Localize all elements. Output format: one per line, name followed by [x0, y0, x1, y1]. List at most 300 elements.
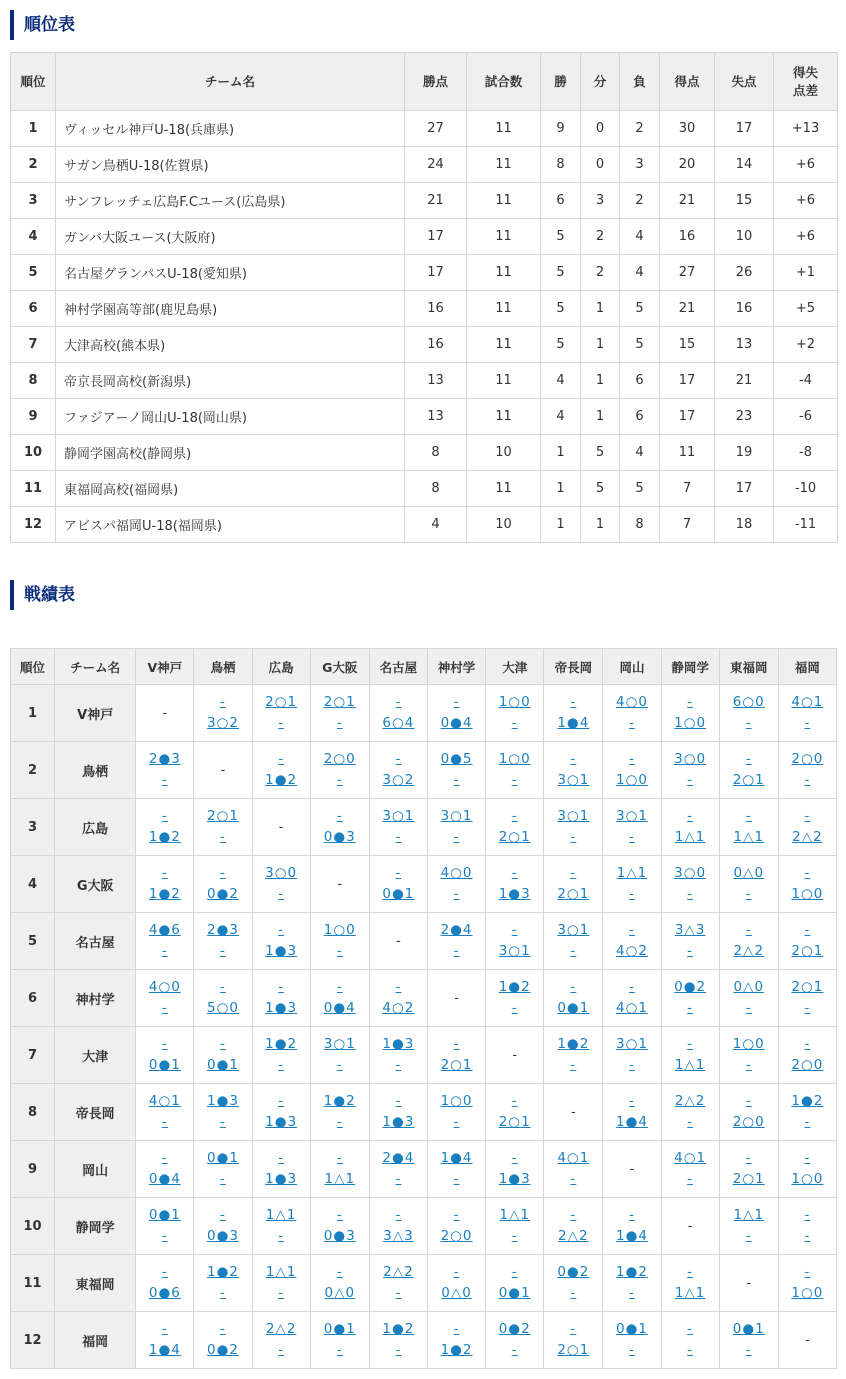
match-result-link[interactable]	[207, 1205, 239, 1247]
standings-gd-cell: -10	[774, 471, 838, 507]
match-result-link[interactable]	[733, 863, 764, 905]
second-leg-score: -	[395, 829, 402, 845]
second-leg-score: 1△1	[324, 1171, 356, 1187]
results-match-cell	[136, 1312, 194, 1369]
results-match-cell	[194, 1198, 252, 1255]
second-leg-score: -	[220, 829, 226, 845]
standings-team-cell: ファジアーノ岡山U-18(岡山県)	[56, 399, 405, 435]
standings-rank-cell: 7	[11, 327, 56, 363]
match-result-link[interactable]	[441, 806, 473, 848]
match-result-link[interactable]	[149, 1034, 181, 1076]
match-result-link[interactable]	[499, 749, 531, 791]
results-header-cell: 静岡学	[661, 649, 719, 685]
results-match-cell	[369, 1312, 427, 1369]
second-leg-score: 2○0	[440, 1228, 473, 1244]
match-result-link[interactable]	[557, 863, 589, 905]
match-result-link[interactable]	[149, 920, 181, 962]
second-leg-score: -	[511, 715, 518, 731]
results-match-cell	[369, 685, 427, 742]
first-leg-score: -	[511, 1150, 518, 1166]
standings-l-cell: 6	[620, 363, 660, 399]
standings-header-cell: 得失 点差	[774, 53, 838, 111]
first-leg-score: 0●1	[732, 1321, 765, 1337]
match-result-link[interactable]	[558, 1205, 589, 1247]
second-leg-score: -	[220, 1114, 226, 1130]
standings-w-cell: 5	[541, 255, 581, 291]
first-leg-score: 3○0	[674, 865, 707, 881]
match-result-link[interactable]	[791, 1034, 823, 1076]
standings-l-cell: 4	[620, 219, 660, 255]
match-result-link[interactable]	[207, 920, 239, 962]
results-match-cell	[369, 1084, 427, 1141]
first-leg-score: 1△1	[616, 865, 648, 881]
match-result-link[interactable]	[674, 692, 706, 734]
results-self-cell: -	[603, 1141, 661, 1198]
standings-l-cell: 6	[620, 399, 660, 435]
results-match-cell	[603, 1312, 661, 1369]
match-result-link[interactable]	[557, 1148, 589, 1190]
first-leg-score: 1●2	[323, 1093, 356, 1109]
first-leg-score: 3○1	[440, 808, 473, 824]
match-result-link[interactable]	[149, 1148, 181, 1190]
match-result-link[interactable]	[499, 1262, 531, 1304]
match-result-link[interactable]	[382, 1319, 414, 1361]
match-result-link[interactable]	[499, 920, 531, 962]
first-leg-score: 6○0	[732, 694, 765, 710]
standings-ga-cell: 23	[715, 399, 774, 435]
match-result-link[interactable]	[265, 692, 297, 734]
standings-row	[11, 255, 838, 291]
second-leg-score: 3△3	[383, 1228, 414, 1244]
match-result-link[interactable]	[441, 749, 473, 791]
match-result-link[interactable]	[149, 977, 181, 1019]
results-match-cell	[719, 913, 778, 970]
match-result-link[interactable]	[324, 1148, 355, 1190]
match-result-link[interactable]	[441, 1148, 473, 1190]
match-result-link[interactable]	[791, 1148, 823, 1190]
match-result-link[interactable]	[499, 1148, 531, 1190]
standings-w-cell: 9	[541, 111, 581, 147]
results-match-cell	[369, 856, 427, 913]
first-leg-score: -	[220, 1207, 226, 1223]
second-leg-score: -	[453, 829, 460, 845]
second-leg-score: 2○1	[557, 886, 590, 902]
match-result-link[interactable]	[733, 1091, 765, 1133]
match-result-link[interactable]	[616, 1205, 648, 1247]
results-self-cell: -	[719, 1255, 778, 1312]
second-leg-score: -	[453, 772, 460, 788]
standings-pts-cell: 21	[405, 183, 467, 219]
match-result-link[interactable]	[265, 1034, 297, 1076]
match-result-link[interactable]	[265, 977, 297, 1019]
first-leg-score: -	[687, 694, 694, 710]
results-match-cell	[194, 1141, 252, 1198]
match-result-link[interactable]	[674, 1148, 706, 1190]
standings-header-cell: 勝点	[405, 53, 467, 111]
second-leg-score: 0●4	[148, 1171, 181, 1187]
results-match-cell	[369, 1027, 427, 1084]
match-result-link[interactable]	[382, 806, 414, 848]
first-leg-score: 3△3	[674, 922, 706, 938]
match-result-link[interactable]	[733, 1148, 765, 1190]
first-leg-score: -	[687, 808, 694, 824]
second-leg-score: -	[629, 1057, 635, 1073]
first-leg-score: 4○0	[440, 865, 473, 881]
match-result-link[interactable]	[616, 1262, 648, 1304]
match-result-link[interactable]	[265, 863, 297, 905]
match-result-link[interactable]	[616, 749, 648, 791]
standings-pts-cell: 16	[405, 291, 467, 327]
match-result-link[interactable]	[441, 1319, 473, 1361]
first-leg-score: 0●1	[323, 1321, 356, 1337]
first-leg-score: 1●2	[382, 1321, 415, 1337]
match-result-link[interactable]	[441, 692, 473, 734]
match-result-link[interactable]	[149, 863, 181, 905]
first-leg-score: -	[745, 922, 752, 938]
first-leg-score: -	[220, 1321, 226, 1337]
match-result-link[interactable]	[266, 1205, 297, 1247]
match-result-link[interactable]	[149, 1205, 181, 1247]
standings-team-cell: 名古屋グランパスU-18(愛知県)	[56, 255, 405, 291]
standings-d-cell: 1	[581, 399, 620, 435]
match-result-link[interactable]	[382, 692, 414, 734]
match-result-link[interactable]	[557, 1034, 589, 1076]
match-result-link[interactable]	[616, 806, 648, 848]
standings-rank-cell: 5	[11, 255, 56, 291]
first-leg-score: 2●3	[148, 751, 181, 767]
match-result-link[interactable]	[557, 692, 589, 734]
results-match-cell	[310, 1084, 369, 1141]
match-result-link[interactable]	[207, 1091, 239, 1133]
match-result-link[interactable]	[441, 1262, 472, 1304]
results-team-cell: 帝長岡	[55, 1084, 136, 1141]
match-result-link[interactable]	[207, 806, 239, 848]
match-result-link[interactable]	[791, 749, 823, 791]
standings-rank-cell: 11	[11, 471, 56, 507]
first-leg-score: 1○0	[323, 922, 356, 938]
match-result-link[interactable]	[616, 1319, 648, 1361]
standings-team-cell: 神村学園高等部(鹿児島県)	[56, 291, 405, 327]
match-result-link[interactable]	[266, 1319, 297, 1361]
second-leg-score: 3○1	[498, 943, 531, 959]
match-result-link[interactable]	[791, 863, 823, 905]
results-match-cell	[252, 1027, 310, 1084]
second-leg-score: -	[629, 886, 635, 902]
results-match-cell	[486, 913, 544, 970]
results-team-cell: G大阪	[55, 856, 136, 913]
match-result-link[interactable]	[616, 692, 648, 734]
match-result-link[interactable]	[499, 806, 531, 848]
match-result-link[interactable]	[674, 749, 706, 791]
standings-rank-cell: 12	[11, 507, 56, 543]
results-row	[11, 1198, 837, 1255]
match-result-link[interactable]	[324, 1319, 356, 1361]
match-result-link[interactable]	[616, 1034, 648, 1076]
results-match-cell	[252, 1141, 310, 1198]
first-leg-score: 4○0	[148, 979, 181, 995]
results-row	[11, 970, 837, 1027]
results-header-cell: 東福岡	[719, 649, 778, 685]
results-team-cell: 広島	[55, 799, 136, 856]
second-leg-score: 0●1	[382, 886, 415, 902]
first-leg-score: -	[453, 1207, 460, 1223]
match-result-link[interactable]	[733, 806, 764, 848]
second-leg-score: -	[453, 1114, 460, 1130]
match-result-link[interactable]	[382, 977, 414, 1019]
match-result-link[interactable]	[674, 977, 706, 1019]
standings-rank-cell: 9	[11, 399, 56, 435]
standings-d-cell: 2	[581, 255, 620, 291]
standings-rank-cell: 2	[11, 147, 56, 183]
match-result-link[interactable]	[383, 1262, 414, 1304]
first-leg-score: -	[629, 751, 635, 767]
match-result-link[interactable]	[149, 1319, 181, 1361]
results-match-cell	[427, 685, 485, 742]
results-match-cell	[427, 913, 485, 970]
results-match-cell	[369, 970, 427, 1027]
match-result-link[interactable]	[616, 920, 648, 962]
first-leg-score: 1○0	[498, 751, 531, 767]
second-leg-score: 1○0	[615, 772, 648, 788]
second-leg-score: 0●4	[323, 1000, 356, 1016]
first-leg-score: -	[629, 1207, 635, 1223]
match-result-link[interactable]	[616, 977, 648, 1019]
results-match-cell	[778, 970, 836, 1027]
match-result-link[interactable]	[265, 749, 297, 791]
first-leg-score: 1△1	[499, 1207, 530, 1223]
match-result-link[interactable]	[499, 863, 531, 905]
match-result-link[interactable]	[441, 1091, 473, 1133]
match-result-link[interactable]	[265, 1148, 297, 1190]
match-result-link[interactable]	[675, 806, 706, 848]
match-result-link[interactable]	[324, 1262, 355, 1304]
second-leg-score: -	[804, 715, 811, 731]
results-match-cell	[719, 856, 778, 913]
match-result-link[interactable]	[382, 863, 414, 905]
match-result-link[interactable]	[733, 1205, 764, 1247]
match-result-link[interactable]	[324, 806, 356, 848]
match-result-link[interactable]	[382, 749, 414, 791]
match-result-link[interactable]	[149, 806, 181, 848]
standings-rank-cell: 10	[11, 435, 56, 471]
first-leg-score: 2○0	[323, 751, 356, 767]
match-result-link[interactable]	[382, 1034, 414, 1076]
second-leg-score: -	[161, 1000, 168, 1016]
second-leg-score: -	[336, 715, 343, 731]
results-match-cell	[661, 1255, 719, 1312]
match-result-link[interactable]	[675, 920, 706, 962]
match-result-link[interactable]	[383, 1205, 414, 1247]
match-result-link[interactable]	[207, 1319, 239, 1361]
first-leg-score: 2△2	[265, 1321, 297, 1337]
standings-l-cell: 5	[620, 291, 660, 327]
standings-gf-cell: 7	[660, 471, 715, 507]
standings-pts-cell: 13	[405, 363, 467, 399]
results-match-cell	[194, 1255, 252, 1312]
match-result-link[interactable]	[617, 863, 648, 905]
results-match-cell	[661, 1312, 719, 1369]
results-match-cell	[486, 742, 544, 799]
second-leg-score: -	[336, 1342, 343, 1358]
second-leg-score: -	[745, 715, 752, 731]
first-leg-score: -	[395, 1207, 402, 1223]
match-result-link[interactable]	[149, 1091, 181, 1133]
second-leg-score: -	[453, 886, 460, 902]
standings-team-cell: 東福岡高校(福岡県)	[56, 471, 405, 507]
match-result-link[interactable]	[324, 1034, 356, 1076]
results-rank-cell: 5	[11, 913, 55, 970]
results-row	[11, 1027, 837, 1084]
results-rank-cell: 6	[11, 970, 55, 1027]
standings-l-cell: 5	[620, 327, 660, 363]
standings-row	[11, 291, 838, 327]
first-leg-score: 2○1	[323, 694, 356, 710]
first-leg-score: 4○0	[615, 694, 648, 710]
results-match-cell	[252, 913, 310, 970]
first-leg-score: -	[511, 1264, 518, 1280]
second-leg-score: -	[511, 772, 518, 788]
match-result-link[interactable]	[207, 863, 239, 905]
match-result-link[interactable]	[733, 977, 764, 1019]
match-result-link[interactable]	[149, 1262, 181, 1304]
second-leg-score: 5○0	[207, 1000, 239, 1016]
first-leg-score: 2△2	[383, 1264, 414, 1280]
standings-d-cell: 0	[581, 111, 620, 147]
match-result-link[interactable]	[324, 749, 356, 791]
results-row	[11, 1084, 837, 1141]
match-result-link[interactable]	[557, 1262, 589, 1304]
match-result-link[interactable]	[791, 920, 823, 962]
results-match-cell	[486, 1198, 544, 1255]
match-result-link[interactable]	[499, 1319, 531, 1361]
results-match-cell	[719, 685, 778, 742]
standings-ga-cell: 21	[715, 363, 774, 399]
match-result-link[interactable]	[733, 920, 764, 962]
match-result-link[interactable]	[616, 1091, 648, 1133]
match-result-link[interactable]	[733, 692, 765, 734]
match-result-link[interactable]	[265, 1091, 297, 1133]
standings-w-cell: 5	[541, 327, 581, 363]
second-leg-score: 1△1	[733, 829, 765, 845]
results-match-cell	[778, 856, 836, 913]
results-match-cell	[194, 1084, 252, 1141]
second-leg-score: 2△2	[733, 943, 765, 959]
second-leg-score: 0●4	[440, 715, 473, 731]
match-result-link[interactable]	[733, 1034, 765, 1076]
match-result-link[interactable]	[791, 977, 823, 1019]
standings-w-cell: 8	[541, 147, 581, 183]
standings-played-cell: 11	[467, 147, 541, 183]
match-result-link[interactable]	[557, 806, 589, 848]
match-result-link[interactable]	[687, 1319, 693, 1361]
match-result-link[interactable]	[791, 1091, 823, 1133]
match-result-link[interactable]	[791, 692, 823, 734]
standings-table	[10, 52, 838, 543]
match-result-link[interactable]	[675, 1091, 706, 1133]
match-result-link[interactable]	[499, 1205, 530, 1247]
match-result-link[interactable]	[557, 1319, 589, 1361]
results-row	[11, 685, 837, 742]
first-leg-score: 2○0	[791, 751, 824, 767]
match-result-link[interactable]	[675, 1034, 706, 1076]
results-rank-cell: 1	[11, 685, 55, 742]
match-result-link[interactable]	[499, 977, 531, 1019]
standings-played-cell: 11	[467, 255, 541, 291]
standings-row	[11, 327, 838, 363]
match-result-link[interactable]	[324, 920, 356, 962]
match-result-link[interactable]	[804, 1205, 810, 1247]
results-match-cell	[252, 970, 310, 1027]
results-match-cell	[603, 685, 661, 742]
match-result-link[interactable]	[792, 806, 823, 848]
second-leg-score: -	[395, 1057, 402, 1073]
results-match-cell	[194, 1027, 252, 1084]
standings-row	[11, 147, 838, 183]
match-result-link[interactable]	[441, 920, 473, 962]
match-result-link[interactable]	[499, 692, 531, 734]
results-match-cell	[661, 685, 719, 742]
match-result-link[interactable]	[557, 977, 589, 1019]
second-leg-score: -	[511, 1342, 518, 1358]
match-result-link[interactable]	[733, 749, 765, 791]
results-match-cell	[544, 685, 603, 742]
results-match-cell	[136, 1255, 194, 1312]
match-result-link[interactable]	[324, 1091, 356, 1133]
match-result-link[interactable]	[324, 1205, 356, 1247]
match-result-link[interactable]	[324, 977, 356, 1019]
match-result-link[interactable]	[207, 692, 239, 734]
second-leg-score: -	[278, 1285, 285, 1301]
standings-gf-cell: 15	[660, 327, 715, 363]
first-leg-score: 1○0	[440, 1093, 473, 1109]
first-leg-score: -	[278, 922, 285, 938]
match-result-link[interactable]	[265, 920, 297, 962]
standings-gd-cell: -6	[774, 399, 838, 435]
match-result-link[interactable]	[382, 1091, 414, 1133]
match-result-link[interactable]	[207, 1034, 239, 1076]
standings-pts-cell: 8	[405, 471, 467, 507]
match-result-link[interactable]	[207, 1262, 239, 1304]
match-result-link[interactable]	[791, 1262, 823, 1304]
second-leg-score: 2○1	[732, 772, 765, 788]
match-result-link[interactable]	[441, 863, 473, 905]
match-result-link[interactable]	[557, 749, 589, 791]
match-result-link[interactable]	[324, 692, 356, 734]
match-result-link[interactable]	[207, 1148, 239, 1190]
standings-played-cell: 11	[467, 363, 541, 399]
match-result-link[interactable]	[674, 863, 706, 905]
standings-rank-cell: 3	[11, 183, 56, 219]
match-result-link[interactable]	[557, 920, 589, 962]
match-result-link[interactable]	[675, 1262, 706, 1304]
second-leg-score: 1●2	[148, 829, 181, 845]
second-leg-score: 0●3	[323, 1228, 356, 1244]
results-match-cell	[719, 799, 778, 856]
match-result-link[interactable]	[207, 977, 239, 1019]
standings-team-cell: アビスパ福岡U-18(福岡県)	[56, 507, 405, 543]
match-result-link[interactable]	[441, 1034, 473, 1076]
second-leg-score: 1●3	[265, 1114, 298, 1130]
match-result-link[interactable]	[382, 1148, 414, 1190]
match-result-link[interactable]	[149, 749, 181, 791]
match-result-link[interactable]	[499, 1091, 531, 1133]
results-header-cell: 順位	[11, 649, 55, 685]
match-result-link[interactable]	[441, 1205, 473, 1247]
standings-d-cell: 1	[581, 327, 620, 363]
results-match-cell	[603, 913, 661, 970]
match-result-link[interactable]	[733, 1319, 765, 1361]
match-result-link[interactable]	[266, 1262, 297, 1304]
